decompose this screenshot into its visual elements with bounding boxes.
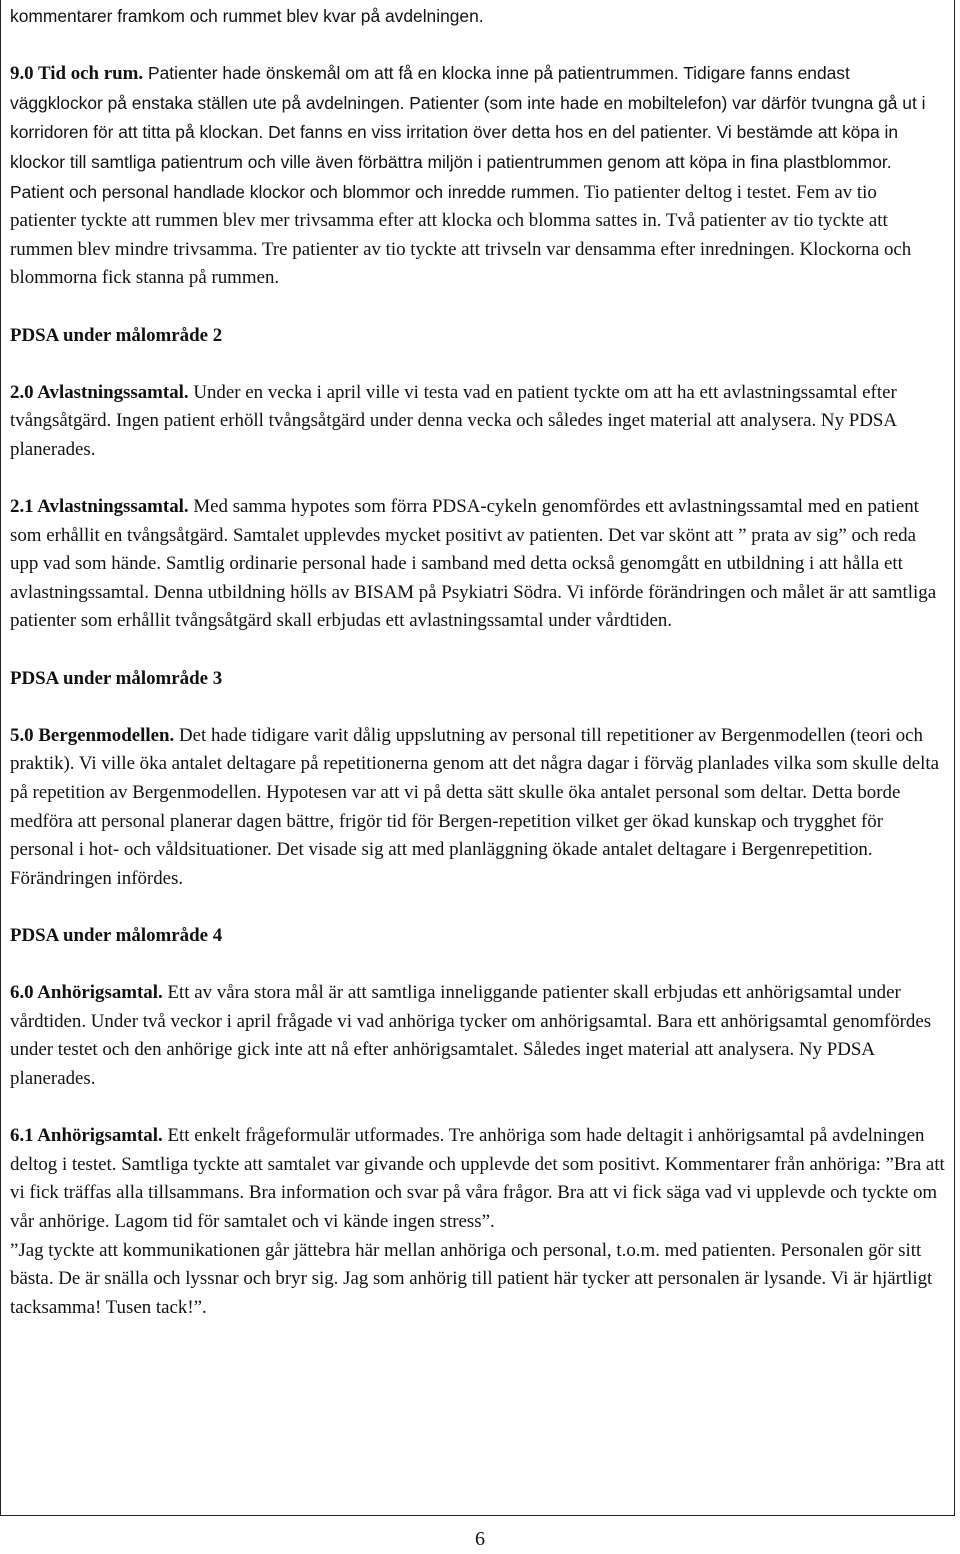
section-heading-inline: 5.0 Bergenmodellen. (10, 724, 175, 746)
paragraph-text: Det hade tidigare varit dålig uppslutning av personal till repetitioner av Bergenmodellen (teori och praktik). Vi ville öka antalet deltagare på repetitionerna genom att det några dagar i förväg planlades vilka som skulle delta på repetition av Bergenmodellen. Hypotesen var att vi på detta sätt skulle öka antalet personal som deltar. Detta borde medföra att personal planerar dagen bättre, frigör tid för Bergen-repetition vilket ger ökad kunskap och trygghet för personal i hot- och våldsituationer. Det visade sig att med planläggning ökade antalet deltagare i Bergenrepetition. Förändringen infördes. (10, 724, 940, 889)
paragraph-text: Tio patienter deltog i testet. Fem av tio patienter tyckte att rummen blev mer trivsamma efter att klocka och blomma sattes in. Två patienter av tio tyckte att rummen blev mindre trivsamma. Tre patienter av tio tyckte att trivseln var densamma efter inredningen. Klockorna och blommorna fick stanna på rummen. (10, 181, 912, 289)
paragraph-anhorigsamtal-6-1 (10, 1122, 946, 1236)
paragraph-text: kommentarer framkom och rummet blev kvar på avdelningen. (10, 6, 484, 26)
heading-pdsa-4 (10, 922, 946, 951)
section-heading-inline: 6.0 Anhörigsamtal. (10, 982, 163, 1004)
paragraph-text: Med samma hypotes som förra PDSA-cykeln genomfördes ett avlastningssamtal med en patient som erhållit en tvångsåtgärd. Samtalet upplevdes mycket positivt av patienten. Det var skönt att ” prata av sig” och reda upp vad som hände. Samtlig ordinarie personal hade i samband med detta också genomgått en utbildning i att hålla ett avlastningssamtal. Denna utbildning hölls av BISAM på Psykiatri Södra. Vi införde förändringen och målet är att samtliga patienter som erhållit tvångsåtgärd skall erbjudas ett avlastningssamtal under vårdtiden. (10, 496, 937, 632)
section-heading: PDSA under målområde 2 (10, 324, 223, 346)
section-heading: PDSA under målområde 3 (10, 667, 223, 689)
paragraph-tid-och-rum (10, 59, 946, 293)
section-heading-inline: 6.1 Anhörigsamtal. (10, 1125, 163, 1147)
paragraph-quote (10, 1237, 946, 1323)
paragraph-text: ”Jag tyckte att kommunikationen går jättebra här mellan anhöriga och personal, t.o.m. med patienten. Personalen gör sitt bästa. De är snälla och lyssnar och bryr sig. Jag som anhörig till patient här tycker att personalen är lysande. Vi är hjärtligt tacksamma! Tusen tack!”. (10, 1239, 933, 1318)
document-body (10, 2, 946, 1322)
section-heading-inline: 2.0 Avlastningssamtal. (10, 381, 189, 403)
section-heading-inline: 2.1 Avlastningssamtal. (10, 496, 189, 518)
paragraph-text: Ett av våra stora mål är att samtliga inneliggande patienter skall erbjudas ett anhörigsamtal under vårdtiden. Under två veckor i april frågade vi vad anhöriga tycker om anhörigsamtal. Bara ett anhörigsamtal genomfördes under testet och den anhörige gick inte att nå efter anhörigsamtalet. Således inget material att analysera. Ny PDSA planerades. (10, 982, 932, 1089)
paragraph-text: Patienter hade önskemål om att få en klocka inne på patientrummen. Tidigare fanns endast väggklockor på enstaka ställen ute på avdelningen. Patienter (som inte hade en mobiltelefon) var därför tvungna gå ut i korridoren för att titta på klockan. Det fanns en viss irritation över detta hos en del patienter. Vi bestämde att köpa in klockor till samtliga patientrum och ville även förbättra miljön i patientrummen genom att köpa in fina plastblommor. Patient och personal handlade klockor och blommor och inredde rummen. (10, 63, 926, 202)
paragraph-bergenmodellen (10, 722, 946, 894)
paragraph-avlastning-2-1 (10, 493, 946, 636)
paragraph-text: Under en vecka i april ville vi testa vad en patient tyckte om att ha ett avlastningssamtal efter tvångsåtgärd. Ingen patient erhöll tvångsåtgärd under denna vecka och således inget material att analysera. Ny PDSA planerades. (10, 381, 897, 460)
section-heading-inline: 9.0 Tid och rum. (10, 63, 144, 85)
paragraph-text: Ett enkelt frågeformulär utformades. Tre anhöriga som hade deltagit i anhörigsamtal på avdelningen deltog i testet. Samtliga tyckte att samtalet var givande och upplevde det som positivt. Kommentarer från anhöriga: ”Bra att vi fick träffas alla tillsammans. Bra information och svar på våra frågor. Bra att vi fick säga vad vi upplevde och tyckte om vår anhörige. Lagom tid för samtalet och vi kände ingen stress”. (10, 1125, 945, 1232)
heading-pdsa-2 (10, 322, 946, 351)
section-heading: PDSA under målområde 4 (10, 925, 223, 946)
paragraph-avlastning-2-0 (10, 379, 946, 465)
paragraph-anhorigsamtal-6-0 (10, 979, 946, 1093)
paragraph-intro (10, 2, 946, 31)
page-number: 6 (475, 1528, 485, 1550)
heading-pdsa-3 (10, 665, 946, 694)
